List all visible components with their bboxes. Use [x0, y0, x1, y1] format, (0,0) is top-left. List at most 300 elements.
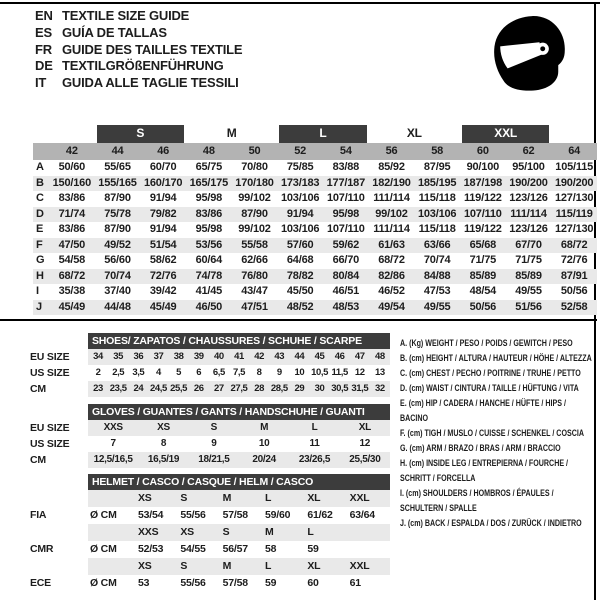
measure-cell: 48/54 — [469, 285, 497, 297]
corner-cell — [33, 143, 49, 160]
measure-cell: 46/52 — [378, 285, 405, 297]
language-code: DE — [35, 58, 53, 74]
measure-cell: 75/78 — [104, 207, 131, 220]
legend-item: A. (Kg) WEIGHT / PESO / POIDS / GEWITCH / PESO — [400, 338, 573, 348]
measure-cell: 187/198 — [463, 176, 503, 189]
value-cell: 34 — [93, 351, 103, 362]
value-cell: 12 — [354, 367, 365, 378]
language-title: GUÍA DE TALLAS — [62, 24, 167, 40]
value-cell: 25,5/30 — [349, 454, 381, 465]
row-label: US SIZE — [30, 438, 70, 450]
main-size-table — [33, 125, 597, 315]
size-cell: XXS — [138, 526, 159, 538]
measure-row-j — [33, 300, 597, 316]
language-row-it — [35, 75, 242, 92]
value-cell: 26 — [193, 383, 204, 394]
measure-cell: 111/114 — [373, 223, 410, 235]
measure-cell: 111/114 — [373, 192, 410, 204]
size-cell: M — [222, 492, 232, 504]
table-row — [30, 452, 390, 468]
measure-cell: 51/56 — [515, 300, 542, 313]
size-number: 48 — [202, 145, 215, 157]
value-cell: 39 — [193, 351, 204, 362]
legend-item: I. (cm) SHOULDERS / HOMBROS / ÉPAULES / SCHULTERN / SPALLE — [400, 488, 554, 513]
value-cell: 24 — [133, 383, 144, 394]
row-values — [88, 381, 390, 397]
row-label: EU SIZE — [30, 422, 70, 434]
helmet-sizes-row — [30, 490, 390, 507]
value-cell: 8 — [256, 367, 262, 378]
legend-item: C. (cm) CHEST / PECHO / POITRINE / TRUHE / PETTO — [400, 368, 581, 378]
measure-cell: 49/55 — [423, 300, 451, 313]
size-number: 46 — [157, 145, 170, 157]
helmet-values-row-fia — [30, 507, 390, 524]
value-cell: 23,5 — [109, 383, 127, 394]
measure-cell: 55/65 — [104, 161, 131, 173]
measure-cell: 87/91 — [560, 269, 588, 282]
measure-cell: 53/56 — [195, 238, 223, 251]
unit-cell — [88, 558, 136, 575]
measure-cell: 50/56 — [560, 285, 588, 297]
measure-cell: 119/122 — [463, 192, 502, 204]
measure-cell: 82/86 — [378, 269, 405, 282]
value-cell: 29 — [294, 383, 305, 394]
measure-cell: 107/110 — [463, 207, 502, 220]
value-cell: 23/26,5 — [298, 454, 331, 465]
value-cell: 30 — [314, 383, 325, 394]
value-cell: 13 — [375, 367, 385, 378]
measure-cell: 182/190 — [372, 176, 411, 189]
measure-cell: 39/42 — [149, 285, 177, 297]
measure-cell: 107/110 — [326, 192, 365, 204]
measure-cell: 68/72 — [58, 269, 86, 282]
value-cell: 53 — [138, 577, 150, 589]
row-values — [88, 541, 390, 558]
value-cell: 7,5 — [232, 367, 245, 378]
measure-cell: 71/74 — [58, 207, 86, 220]
measure-cell: 84/88 — [423, 269, 451, 282]
measure-row-g — [33, 253, 597, 269]
table-row — [30, 349, 390, 365]
row-label: B — [36, 176, 44, 189]
size-cell: XS — [138, 492, 152, 504]
size-cell: S — [180, 560, 188, 572]
measure-cell: 46/51 — [332, 285, 360, 297]
size-group-row — [33, 125, 597, 143]
legend-item: B. (cm) HEIGHT / ALTURA / HAUTEUR / HÖHE / ALTEZZA — [400, 353, 592, 363]
value-cell: 10,5 — [311, 367, 328, 378]
measure-cell: 47/50 — [58, 238, 86, 251]
row-label: US SIZE — [30, 367, 70, 379]
measure-cell: 83/86 — [58, 192, 86, 204]
unit-cell — [88, 490, 136, 507]
gloves-table-header: GLOVES / GUANTES / GANTS / HANDSCHUHE / GUANTI — [88, 404, 390, 420]
value-cell: 28,5 — [270, 383, 288, 394]
value-cell: 6 — [196, 367, 202, 378]
measure-cell: 107/110 — [326, 223, 365, 235]
measure-cell: 185/195 — [417, 176, 457, 189]
value-cell: 44 — [294, 351, 305, 362]
value-cell: 16,5/19 — [147, 454, 180, 465]
row-label: EU SIZE — [30, 351, 70, 363]
measure-row-i — [33, 284, 597, 300]
measure-cell: 71/75 — [515, 254, 542, 266]
measure-cell: 83/88 — [332, 161, 360, 173]
size-number: 52 — [294, 145, 307, 157]
measure-cell: 155/165 — [98, 176, 137, 189]
value-cell: 25,5 — [170, 383, 188, 394]
row-label — [30, 524, 88, 541]
measure-cell: 44/48 — [104, 300, 131, 313]
row-label: A — [36, 161, 44, 173]
value-cell: 58 — [264, 543, 277, 555]
measure-cell: 57/60 — [286, 238, 314, 251]
measure-cell: 103/106 — [280, 223, 320, 235]
measure-cell: 127/130 — [554, 192, 594, 204]
value-cell: 2,5 — [112, 367, 125, 378]
value-cell: 38 — [173, 351, 184, 362]
row-label: D — [36, 207, 44, 220]
measure-cell: 95/98 — [332, 207, 360, 220]
measure-cell: 103/106 — [417, 207, 457, 220]
measure-cell: 35/38 — [58, 285, 86, 297]
value-cell: XL — [358, 422, 371, 433]
measure-cell: 72/76 — [149, 269, 177, 282]
value-cell: 18/21,5 — [198, 454, 230, 465]
measure-cell: 173/183 — [280, 176, 320, 189]
row-label: ECE — [30, 577, 51, 589]
shoes-table-rows — [30, 349, 390, 397]
value-cell: S — [210, 422, 217, 433]
language-code: EN — [35, 8, 53, 23]
value-cell: 4 — [156, 367, 161, 378]
measure-cell: 99/102 — [375, 207, 408, 220]
value-cell: 27,5 — [230, 383, 248, 394]
value-cell: 7 — [110, 438, 116, 449]
size-group-xl: XL — [406, 126, 422, 140]
value-cell: 59 — [264, 577, 277, 589]
measure-cell: 51/54 — [149, 238, 177, 251]
value-cell: 48 — [375, 351, 385, 362]
size-number: 44 — [111, 145, 124, 157]
language-title: GUIDE DES TAILLES TEXTILE — [62, 41, 243, 57]
measure-cell: 115/118 — [418, 223, 456, 235]
value-cell: 57/58 — [222, 577, 248, 589]
size-cell: XS — [138, 560, 152, 572]
measure-cell: 80/84 — [332, 269, 360, 282]
measure-cell: 160/170 — [143, 176, 183, 189]
measure-cell: 85/89 — [515, 269, 542, 282]
size-cell — [348, 524, 390, 541]
measure-row-a — [33, 160, 597, 176]
measure-cell: 37/40 — [104, 285, 131, 297]
size-cell: XXL — [349, 492, 370, 504]
language-code: IT — [35, 75, 47, 91]
measure-cell: 119/122 — [463, 223, 502, 235]
measure-cell: 87/90 — [104, 223, 131, 235]
row-values — [88, 490, 390, 507]
row-values — [88, 365, 390, 381]
value-cell: 8 — [160, 438, 167, 449]
size-number: 62 — [522, 145, 535, 157]
measure-cell: 123/126 — [509, 223, 548, 235]
helmet-icon — [487, 12, 569, 106]
measure-cell: 85/89 — [469, 269, 497, 282]
measure-cell: 83/86 — [58, 223, 86, 235]
measure-cell: 54/58 — [58, 254, 86, 266]
measure-cell: 87/95 — [423, 161, 451, 173]
language-code: ES — [35, 24, 52, 40]
value-cell: 59 — [307, 543, 319, 555]
measure-cell: 62/66 — [241, 254, 268, 266]
helmet-sizes-row — [30, 524, 390, 541]
row-label: C — [36, 192, 44, 204]
measure-cell: 45/50 — [286, 285, 314, 297]
measure-row-e — [33, 222, 597, 238]
measure-cell: 111/114 — [510, 207, 547, 220]
measure-cell: 66/70 — [332, 254, 360, 266]
language-title: TEXTILE SIZE GUIDE — [62, 8, 190, 23]
value-cell — [348, 541, 390, 558]
language-row-de — [35, 58, 242, 75]
row-values — [88, 436, 390, 452]
measure-cell: 63/66 — [423, 238, 451, 251]
size-number: 56 — [385, 145, 398, 157]
size-cell: XXL — [349, 560, 370, 572]
value-cell: 6,5 — [212, 367, 225, 378]
value-cell: 40 — [213, 351, 224, 362]
value-cell: 5 — [176, 367, 182, 378]
measure-cell: 177/187 — [326, 176, 366, 189]
size-cell: L — [264, 492, 272, 504]
size-cell: S — [180, 492, 188, 504]
row-values — [88, 452, 390, 468]
size-number: 50 — [248, 145, 261, 157]
language-title: GUIDA ALLE TAGLIE TESSILI — [62, 75, 239, 91]
legend-item: G. (cm) ARM / BRAZO / BRAS / ARM / BRACCIO — [400, 443, 561, 453]
size-number-row — [33, 143, 597, 160]
language-row-en — [35, 8, 242, 25]
row-label: G — [36, 254, 45, 266]
measure-cell: 87/90 — [104, 192, 131, 204]
value-cell: 27 — [213, 383, 224, 394]
shoes-table-header: SHOES/ ZAPATOS / CHAUSSURES / SCHUHE / SCARPE — [88, 333, 390, 349]
value-cell: 56/57 — [222, 543, 248, 555]
measure-cell: 68/72 — [560, 238, 588, 251]
size-cell: S — [222, 526, 230, 538]
size-cell: L — [307, 526, 314, 538]
row-label: CM — [30, 383, 46, 395]
measure-row-d — [33, 207, 597, 223]
measure-cell: 190/200 — [554, 176, 594, 189]
measure-cell: 49/54 — [378, 300, 405, 313]
size-cell: XL — [307, 560, 321, 572]
table-row — [30, 436, 390, 452]
value-cell: 37 — [153, 351, 164, 362]
value-cell: L — [311, 422, 318, 433]
gloves-table-rows — [30, 420, 390, 468]
measure-cell: 76/80 — [241, 269, 268, 282]
measure-cell: 65/68 — [469, 238, 497, 251]
measure-cell: 115/119 — [555, 207, 593, 220]
value-cell: 55/56 — [180, 509, 206, 521]
table-row — [30, 420, 390, 436]
measure-row-f — [33, 238, 597, 254]
row-label: F — [36, 238, 43, 251]
measure-cell: 60/64 — [195, 254, 223, 266]
unit-cell — [88, 524, 136, 541]
measure-cell: 41/45 — [195, 285, 223, 297]
value-cell: 52/53 — [138, 543, 164, 555]
value-cell: 24,5 — [150, 383, 167, 394]
measure-cell: 91/94 — [149, 192, 177, 204]
size-number: 64 — [568, 145, 581, 157]
measure-row-c — [33, 191, 597, 207]
value-cell: 12 — [359, 438, 371, 449]
measure-cell: 43/47 — [241, 285, 268, 297]
language-row-fr — [35, 42, 242, 59]
measure-cell: 95/98 — [195, 223, 223, 235]
size-cell: XS — [180, 526, 194, 538]
measure-cell: 65/75 — [195, 161, 223, 173]
measure-cell: 78/82 — [286, 269, 314, 282]
measure-cell: 71/75 — [469, 254, 497, 266]
value-cell: M — [260, 422, 269, 433]
measure-cell: 165/175 — [189, 176, 229, 189]
measure-cell: 45/49 — [149, 300, 177, 313]
measure-cell: 103/106 — [280, 192, 320, 204]
measure-cell: 46/50 — [195, 300, 223, 313]
measure-cell: 45/49 — [58, 300, 86, 313]
size-cell: M — [264, 526, 274, 538]
measure-cell: 59/62 — [332, 238, 360, 251]
size-number: 54 — [339, 145, 352, 157]
measure-cell: 74/78 — [195, 269, 223, 282]
size-cell: M — [222, 560, 232, 572]
row-values — [88, 575, 390, 592]
helmet-sizes-row — [30, 558, 390, 575]
measure-cell: 99/102 — [238, 223, 271, 235]
row-values — [88, 507, 390, 524]
value-cell: 46 — [334, 351, 345, 362]
unit-cell: Ø CM — [90, 509, 117, 521]
measure-cell: 56/60 — [104, 254, 131, 266]
legend-item: J. (cm) BACK / ESPALDA / DOS / ZURÜCK / INDIETRO — [400, 518, 582, 528]
value-cell: 35 — [113, 351, 124, 362]
value-cell: 54/55 — [180, 543, 206, 555]
value-cell: 55/56 — [180, 577, 206, 589]
row-label: E — [36, 223, 44, 235]
value-cell: 31,5 — [351, 383, 369, 394]
size-cell: XL — [307, 492, 321, 504]
legend-item: F. (cm) TIGH / MUSLO / CUISSE / SCHENKEL / COSCIA — [400, 428, 584, 438]
measure-cell: 48/52 — [286, 300, 314, 313]
measure-cell: 75/85 — [286, 161, 314, 173]
measure-cell: 67/70 — [515, 238, 542, 251]
measure-cell: 95/98 — [195, 192, 223, 204]
value-cell: 9 — [276, 367, 282, 378]
value-cell: 32 — [375, 383, 385, 394]
value-cell: 57/58 — [222, 509, 248, 521]
value-cell: 12,5/16,5 — [93, 454, 133, 465]
value-cell: 59/60 — [264, 509, 291, 521]
measure-cell: 55/58 — [241, 238, 268, 251]
value-cell: 63/64 — [349, 509, 375, 521]
row-values — [88, 558, 390, 575]
value-cell: 36 — [133, 351, 144, 362]
value-cell: 3,5 — [132, 367, 145, 378]
row-label — [30, 490, 88, 507]
size-cell: L — [264, 560, 272, 572]
value-cell: 10 — [258, 438, 270, 449]
measure-cell: 85/92 — [378, 161, 405, 173]
value-cell: 11,5 — [331, 367, 348, 378]
helmet-values-row-cmr — [30, 541, 390, 558]
value-cell: 61/62 — [307, 509, 333, 521]
row-label — [30, 558, 88, 575]
row-label: CM — [30, 454, 46, 466]
measure-cell: 190/200 — [509, 176, 548, 189]
measure-cell: 95/100 — [512, 161, 545, 173]
row-values — [88, 420, 390, 436]
value-cell: 30,5 — [331, 383, 349, 394]
legend-item: D. (cm) WAIST / CINTURA / TAILLE / HÜFTUNG / VITA — [400, 383, 579, 393]
row-label: CMR — [30, 543, 54, 555]
table-row — [30, 365, 390, 381]
measure-cell: 70/74 — [423, 254, 451, 266]
measure-cell: 72/76 — [560, 254, 588, 266]
measure-row-b — [33, 176, 597, 192]
unit-cell: Ø CM — [90, 543, 117, 555]
value-cell: 20/24 — [252, 454, 276, 465]
value-cell: 61 — [349, 577, 361, 589]
measure-cell: 83/86 — [195, 207, 223, 220]
value-cell: 42 — [254, 351, 265, 362]
measure-cell: 52/58 — [560, 300, 588, 313]
size-group-l: L — [279, 125, 366, 143]
legend-item: H. (cm) INSIDE LEG / ENTREPIERNA / FOURCHE / SCHRITT / FORCELLA — [400, 458, 569, 483]
helmet-table-rows — [30, 490, 390, 592]
measure-cell: 50/60 — [58, 161, 86, 173]
measure-cell: 47/51 — [241, 300, 268, 313]
value-cell: 11 — [309, 438, 320, 449]
value-cell: 47 — [354, 351, 365, 362]
value-cell: 41 — [234, 351, 244, 362]
measure-cell: 58/62 — [149, 254, 177, 266]
measurement-legend — [400, 336, 594, 531]
language-title: TEXTILGRÖßENFÜHRUNG — [62, 58, 224, 74]
visor-pivot-dot — [540, 46, 545, 51]
measure-cell: 68/72 — [378, 254, 405, 266]
row-label: I — [36, 285, 39, 297]
value-cell: 45 — [314, 351, 325, 362]
row-values — [88, 524, 390, 541]
value-cell: XXS — [103, 422, 123, 433]
language-code: FR — [35, 41, 52, 57]
measure-cell: 70/80 — [241, 161, 268, 173]
measure-cell: 48/53 — [332, 300, 360, 313]
measure-cell: 60/70 — [149, 161, 177, 173]
row-label: H — [36, 269, 44, 282]
size-number: 58 — [431, 145, 444, 157]
measure-cell: 99/102 — [238, 192, 271, 204]
value-cell: 23 — [93, 383, 103, 394]
value-cell: 60 — [307, 577, 319, 589]
measure-cell: 87/90 — [241, 207, 268, 220]
measure-cell: 70/74 — [104, 269, 131, 282]
measure-cell: 170/180 — [235, 176, 274, 189]
measure-cell: 105/115 — [555, 161, 594, 173]
